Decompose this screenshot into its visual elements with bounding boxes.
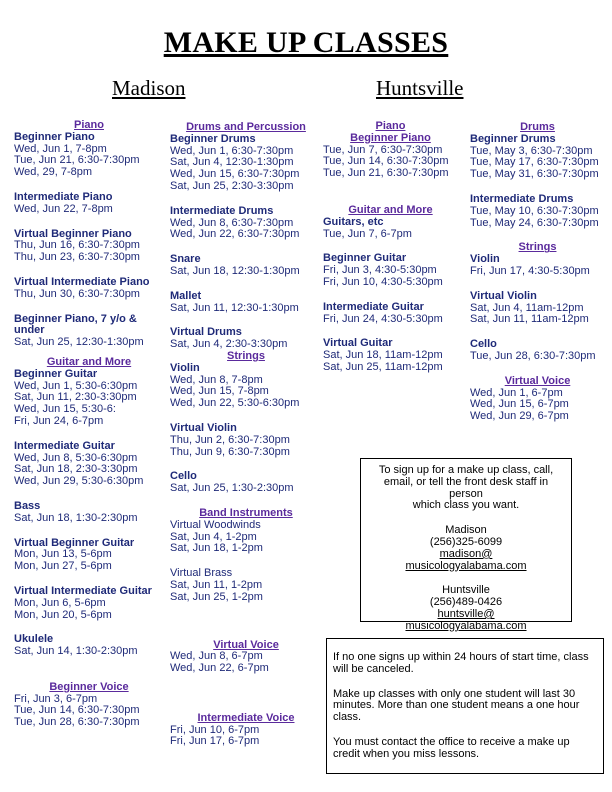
class-block: [170, 713, 322, 725]
session-time: Tue, Jun 7, 6:30-7:30pm: [323, 143, 443, 156]
class-block: [470, 339, 605, 363]
policy-paragraph: If no one signs up within 24 hours of start time, class will be canceled.: [333, 651, 589, 675]
section-heading-guitar-and-more: Guitar and More: [46, 355, 132, 368]
session-time: Wed, Jun 22, 6-7pm: [170, 662, 269, 675]
session-time: Wed, Jun 8, 7-8pm: [170, 373, 263, 386]
contact-line: Huntsville: [442, 584, 490, 597]
class-category: Virtual Intermediate Piano: [14, 275, 150, 288]
class-category: Beginner Piano, 7 y/o &: [14, 312, 137, 325]
class-block: [14, 132, 164, 179]
class-block: [170, 520, 322, 555]
session-time: Virtual Woodwinds: [170, 518, 261, 531]
class-block: [323, 217, 458, 241]
class-block: [170, 291, 322, 315]
class-block: [323, 338, 458, 373]
session-time: Sat, Jun 4, 12:30-1:30pm: [170, 156, 294, 169]
contact-line: (256)489-0426: [429, 596, 503, 609]
section-heading-beginner-piano: Beginner Piano: [350, 131, 431, 144]
class-category: Cello: [170, 470, 197, 483]
class-category: Bass: [14, 499, 41, 512]
session-time: Wed, Jun 15, 5:30-6:: [14, 403, 116, 416]
class-category: Virtual Drums: [170, 326, 242, 339]
session-time: Wed, Jun 22, 7-8pm: [14, 202, 113, 215]
session-time: Tue, Jun 28, 6:30-7:30pm: [470, 349, 596, 362]
section-heading-intermediate-voice: Intermediate Voice: [197, 711, 295, 724]
session-time: Mon, Jun 13, 5-6pm: [14, 548, 112, 561]
class-category: Intermediate Piano: [14, 190, 113, 203]
contact-line[interactable]: musicologyalabama.com: [405, 559, 527, 572]
session-time: Mon, Jun 27, 5-6pm: [14, 560, 112, 573]
session-time: Wed, 29, 7-8pm: [14, 166, 93, 179]
class-block: [170, 423, 322, 458]
contact-line: email, or tell the front desk staff in person: [383, 475, 549, 500]
class-block: [323, 253, 458, 288]
session-time: Sat, Jun 18, 11am-12pm: [323, 349, 443, 362]
session-time: Wed, Jun 1, 5:30-6:30pm: [14, 379, 138, 392]
session-time: Wed, Jun 15, 7-8pm: [170, 385, 269, 398]
session-time: Fri, Jun 3, 4:30-5:30pm: [323, 264, 437, 277]
class-block: [14, 369, 164, 428]
class-block: [14, 192, 164, 216]
session-time: Tue, May 24, 6:30-7:30pm: [470, 216, 599, 229]
class-block: [14, 277, 164, 301]
session-time: Thu, Jun 16, 6:30-7:30pm: [14, 239, 140, 252]
class-category: Cello: [470, 338, 497, 351]
class-category: Intermediate Guitar: [323, 300, 424, 313]
session-time: Tue, Jun 14, 6:30-7:30pm: [323, 155, 449, 168]
session-time: Sat, Jun 11, 11am-12pm: [470, 313, 589, 326]
session-time: Wed, Jun 22, 6:30-7:30pm: [170, 228, 300, 241]
session-time: Fri, Jun 17, 4:30-5:30pm: [470, 264, 590, 277]
session-time: Tue, Jun 7, 6-7pm: [323, 227, 412, 240]
class-category: Beginner Drums: [470, 132, 556, 145]
signup-huntsville-contact: [369, 585, 563, 632]
session-time: Sat, Jun 14, 1:30-2:30pm: [14, 645, 138, 658]
section-heading-guitar-and-more: Guitar and More: [348, 203, 433, 216]
class-block: [170, 508, 322, 520]
class-block: [14, 682, 164, 694]
class-category: Intermediate Guitar: [14, 439, 115, 452]
class-block: [14, 314, 164, 349]
madison-column-1: [14, 120, 164, 729]
session-time: Tue, Jun 28, 6:30-7:30pm: [14, 716, 140, 729]
class-block: [470, 376, 605, 388]
session-time: Wed, Jun 15, 6-7pm: [470, 398, 569, 411]
signup-intro: [369, 465, 563, 512]
class-block: [14, 586, 164, 621]
session-time: Tue, May 3, 6:30-7:30pm: [470, 144, 593, 157]
session-time: Fri, Jun 17, 6-7pm: [170, 735, 260, 748]
session-time: Fri, Jun 24, 4:30-5:30pm: [323, 312, 443, 325]
contact-line: To sign up for a make up class, call,: [378, 464, 554, 476]
class-block: [323, 302, 458, 326]
class-category: Intermediate Drums: [470, 192, 574, 205]
class-block: [14, 501, 164, 525]
class-block: [323, 205, 458, 217]
class-category: Virtual Intermediate Guitar: [14, 584, 152, 597]
session-time: Sat, Jun 25, 1:30-2:30pm: [170, 482, 294, 495]
class-block: [14, 357, 164, 369]
session-time: Wed, Jun 22, 5:30-6:30pm: [170, 397, 300, 410]
class-block: [323, 133, 458, 180]
section-heading-piano: Piano: [375, 120, 406, 132]
class-block: [470, 291, 605, 326]
class-category: Virtual Violin: [170, 421, 237, 434]
class-category: Mallet: [170, 289, 202, 302]
class-block: [170, 327, 322, 351]
class-block: [170, 351, 322, 363]
location-heading-huntsville: Huntsville: [376, 76, 464, 100]
section-heading-band-instruments: Band Instruments: [199, 506, 293, 519]
session-time: Thu, Jun 9, 6:30-7:30pm: [170, 445, 290, 458]
session-time: Tue, May 31, 6:30-7:30pm: [470, 168, 599, 181]
session-time: Thu, Jun 2, 6:30-7:30pm: [170, 433, 290, 446]
session-time: Sat, Jun 11, 12:30-1:30pm: [170, 301, 299, 314]
session-time: Virtual Brass: [170, 567, 233, 580]
class-category: Beginner Piano: [14, 130, 95, 143]
class-category: Violin: [170, 361, 200, 374]
session-time: Wed, Jun 8, 6:30-7:30pm: [170, 216, 294, 229]
madison-column-2: [170, 122, 322, 748]
section-heading-beginner-voice: Beginner Voice: [49, 680, 129, 693]
class-block: [170, 651, 322, 675]
class-block: [470, 388, 605, 423]
location-heading-madison: Madison: [112, 76, 186, 100]
session-time: Tue, Jun 21, 6:30-7:30pm: [323, 167, 449, 180]
class-block: [170, 206, 322, 241]
session-time: Sat, Jun 18, 1-2pm: [170, 542, 263, 555]
session-time: Wed, Jun 29, 5:30-6:30pm: [14, 475, 144, 488]
session-time: Wed, Jun 8, 5:30-6:30pm: [14, 451, 138, 464]
contact-line: madison@: [439, 547, 493, 560]
class-category: Guitars, etc: [323, 215, 384, 228]
section-heading-strings: Strings: [227, 349, 265, 362]
class-category: Virtual Violin: [470, 289, 537, 302]
session-time: Sat, Jun 4, 1-2pm: [170, 530, 257, 543]
policy-paragraph: Make up classes with only one student will last 30 minutes. More than one student means a one hour class.: [333, 687, 580, 724]
signup-madison-contact: [369, 525, 563, 572]
class-block: [470, 134, 605, 181]
class-category: Virtual Guitar: [323, 337, 393, 350]
class-block: [14, 538, 164, 573]
class-category: Virtual Beginner Piano: [14, 227, 132, 240]
session-time: Tue, May 17, 6:30-7:30pm: [470, 156, 599, 169]
session-time: Fri, Jun 3, 6-7pm: [14, 692, 98, 705]
class-block: [170, 363, 322, 410]
class-category: under: [14, 324, 45, 337]
policy-text: [333, 652, 597, 761]
session-time: Fri, Jun 24, 6-7pm: [14, 414, 104, 427]
class-category: Violin: [470, 253, 500, 266]
class-block: [170, 471, 322, 495]
class-block: [14, 634, 164, 658]
class-block: [470, 194, 605, 229]
session-time: Wed, Jun 1, 6-7pm: [470, 386, 563, 399]
session-time: Sat, Jun 18, 12:30-1:30pm: [170, 264, 300, 277]
session-time: Sat, Jun 25, 11am-12pm: [323, 360, 443, 373]
section-heading-drums: Drums: [520, 121, 555, 133]
contact-line: (256)325-6099: [429, 535, 503, 548]
session-time: Mon, Jun 6, 5-6pm: [14, 596, 106, 609]
policy-paragraph: You must contact the office to receive a make up credit when you miss lessons.: [333, 735, 570, 760]
session-time: Wed, Jun 29, 6-7pm: [470, 410, 569, 423]
session-time: Wed, Jun 8, 6-7pm: [170, 650, 263, 663]
session-time: Thu, Jun 23, 6:30-7:30pm: [14, 251, 140, 264]
section-heading-virtual-voice: Virtual Voice: [504, 374, 571, 387]
signup-info-box: [360, 458, 572, 632]
class-block: [14, 694, 164, 729]
session-time: Sat, Jun 4, 2:30-3:30pm: [170, 338, 288, 351]
session-time: Sat, Jun 11, 2:30-3:30pm: [14, 391, 137, 404]
contact-line: which class you want.: [412, 499, 520, 512]
class-category: Beginner Guitar: [323, 252, 407, 265]
section-heading-strings: Strings: [518, 241, 557, 254]
session-time: Sat, Jun 18, 2:30-3:30pm: [14, 463, 138, 476]
session-time: Sat, Jun 11, 1-2pm: [170, 578, 263, 591]
section-heading-virtual-voice: Virtual Voice: [213, 638, 279, 651]
session-time: Sat, Jun 25, 2:30-3:30pm: [170, 179, 294, 192]
section-heading-drums-and-percussion: Drums and Percussion: [186, 121, 306, 133]
contact-line: Madison: [445, 524, 487, 537]
session-time: Wed, Jun 1, 7-8pm: [14, 142, 107, 155]
class-category: Snare: [170, 253, 201, 266]
session-time: Tue, May 10, 6:30-7:30pm: [470, 204, 599, 217]
section-heading-piano: Piano: [74, 119, 104, 131]
session-time: Sat, Jun 4, 11am-12pm: [470, 301, 584, 314]
session-time: Wed, Jun 15, 6:30-7:30pm: [170, 168, 300, 181]
class-block: [14, 441, 164, 488]
page-title: MAKE UP CLASSES: [163, 26, 449, 59]
session-time: Sat, Jun 18, 1:30-2:30pm: [14, 511, 138, 524]
huntsville-column-1: [323, 121, 458, 374]
contact-line[interactable]: musicologyalabama.com: [405, 619, 527, 632]
class-block: [170, 134, 322, 193]
class-category: Intermediate Drums: [170, 204, 274, 217]
class-block: [170, 568, 322, 603]
class-block: [470, 254, 605, 278]
session-time: Sat, Jun 25, 1-2pm: [170, 590, 263, 603]
session-time: Wed, Jun 1, 6:30-7:30pm: [170, 144, 294, 157]
session-time: Thu, Jun 30, 6:30-7:30pm: [14, 287, 140, 300]
class-category: Beginner Guitar: [14, 367, 98, 380]
session-time: Fri, Jun 10, 6-7pm: [170, 723, 260, 736]
class-block: [170, 254, 322, 278]
class-block: [14, 229, 164, 264]
class-category: Beginner Drums: [170, 132, 256, 145]
session-time: Fri, Jun 10, 4:30-5:30pm: [323, 275, 443, 288]
class-block: [170, 725, 322, 749]
class-category: Virtual Beginner Guitar: [14, 536, 135, 549]
session-time: Tue, Jun 14, 6:30-7:30pm: [14, 704, 140, 717]
session-time: Sat, Jun 25, 12:30-1:30pm: [14, 336, 144, 349]
session-time: Tue, Jun 21, 6:30-7:30pm: [14, 154, 140, 167]
contact-line: huntsville@: [437, 607, 495, 620]
policy-box: [326, 638, 604, 774]
huntsville-column-2: [470, 122, 605, 423]
class-category: Ukulele: [14, 633, 54, 646]
session-time: Mon, Jun 20, 5-6pm: [14, 608, 112, 621]
